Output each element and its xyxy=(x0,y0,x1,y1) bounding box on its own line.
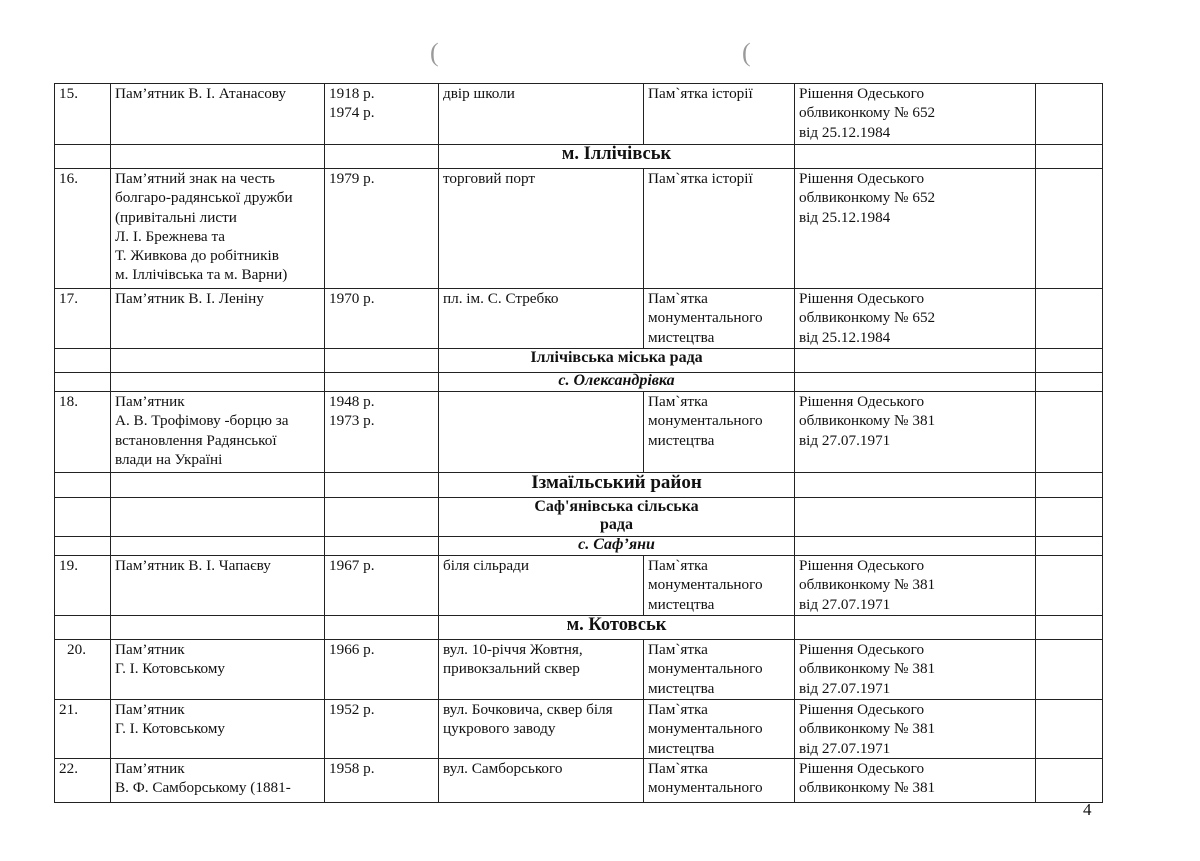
monument-type: Пам`ятка монументального мистецтва xyxy=(644,392,795,473)
section-header-row xyxy=(55,537,1103,556)
monument-type: Пам`ятка монументального мистецтва xyxy=(644,556,795,616)
empty-cell xyxy=(325,145,439,169)
row-number: 16. xyxy=(55,169,111,289)
empty-cell xyxy=(111,498,325,537)
monument-location: торговий порт xyxy=(439,169,644,289)
monument-type: Пам`ятка історії xyxy=(644,169,795,289)
monument-year: 1958 р. xyxy=(325,758,439,802)
empty-cell xyxy=(1036,349,1103,373)
empty-cell xyxy=(55,145,111,169)
monument-name: Пам’ятний знак на честь болгаро-радянської дружби (привітальні листи Л. І. Брежнева та Т. Живкова до робітників м. Іллічівська та м. Варни) xyxy=(111,169,325,289)
monument-name: Пам’ятник Г. І. Котовському xyxy=(111,700,325,759)
monument-year: 1948 р. 1973 р. xyxy=(325,392,439,473)
empty-cell xyxy=(325,349,439,373)
monument-decision: Рішення Одеського облвиконкому № 381 від 27.07.1971 xyxy=(795,640,1036,700)
empty-cell xyxy=(55,498,111,537)
monument-decision: Рішення Одеського облвиконкому № 381 від 27.07.1971 xyxy=(795,392,1036,473)
empty-cell xyxy=(795,349,1036,373)
monument-name: Пам’ятник В. І. Леніну xyxy=(111,289,325,349)
monument-year: 1966 р. xyxy=(325,640,439,700)
row-number: 18. xyxy=(55,392,111,473)
empty-cell xyxy=(111,145,325,169)
table-row xyxy=(55,556,1103,616)
table-row xyxy=(55,640,1103,700)
monument-extra xyxy=(1036,758,1103,802)
empty-cell xyxy=(1036,616,1103,640)
empty-cell xyxy=(325,473,439,498)
row-number: 22. xyxy=(55,758,111,802)
empty-cell xyxy=(325,616,439,640)
section-header-row xyxy=(55,498,1103,537)
monument-type: Пам`ятка монументального мистецтва xyxy=(644,289,795,349)
monument-location: біля сільради xyxy=(439,556,644,616)
empty-cell xyxy=(1036,537,1103,556)
monument-decision: Рішення Одеського облвиконкому № 381 від 27.07.1971 xyxy=(795,556,1036,616)
monument-extra xyxy=(1036,640,1103,700)
empty-cell xyxy=(795,473,1036,498)
monument-name: Пам’ятник А. В. Трофімову -борцю за встановлення Радянської влади на Україні xyxy=(111,392,325,473)
section-village-oleksandrivka: с. Олександрівка xyxy=(439,373,795,392)
monument-extra xyxy=(1036,169,1103,289)
monument-decision: Рішення Одеського облвиконкому № 652 від 25.12.1984 xyxy=(795,169,1036,289)
row-number: 21. xyxy=(55,700,111,759)
monument-decision: Рішення Одеського облвиконкому № 381 xyxy=(795,758,1036,802)
monument-extra xyxy=(1036,84,1103,145)
monument-name: Пам’ятник В. Ф. Самборському (1881- xyxy=(111,758,325,802)
section-city-kotovsk: м. Котовськ xyxy=(439,616,795,640)
monument-name: Пам’ятник В. І. Чапаєву xyxy=(111,556,325,616)
empty-cell xyxy=(1036,473,1103,498)
empty-cell xyxy=(795,145,1036,169)
monument-location xyxy=(439,392,644,473)
monument-location: двір школи xyxy=(439,84,644,145)
empty-cell xyxy=(1036,145,1103,169)
monument-location: вул. 10-річчя Жовтня, привокзальний сквер xyxy=(439,640,644,700)
monument-name: Пам’ятник В. І. Атанасову xyxy=(111,84,325,145)
section-header-row xyxy=(55,145,1103,169)
section-header-row xyxy=(55,373,1103,392)
monument-type: Пам`ятка монументального xyxy=(644,758,795,802)
empty-cell xyxy=(111,473,325,498)
table-row xyxy=(55,169,1103,289)
section-council-safyany: Саф'янівська сільська рада xyxy=(439,498,795,537)
empty-cell xyxy=(795,373,1036,392)
table-row xyxy=(55,392,1103,473)
section-council-illichivsk: Іллічівська міська рада xyxy=(439,349,795,373)
section-city-illichivsk: м. Іллічівськ xyxy=(439,145,795,169)
monument-extra xyxy=(1036,700,1103,759)
margin-mark-right: ( xyxy=(742,38,751,67)
monument-year: 1970 р. xyxy=(325,289,439,349)
empty-cell xyxy=(55,373,111,392)
monuments-table xyxy=(54,83,1103,803)
empty-cell xyxy=(111,349,325,373)
table-row xyxy=(55,289,1103,349)
empty-cell xyxy=(1036,373,1103,392)
empty-cell xyxy=(111,537,325,556)
monument-extra xyxy=(1036,289,1103,349)
section-header-row xyxy=(55,349,1103,373)
monument-type: Пам`ятка монументального мистецтва xyxy=(644,700,795,759)
monument-year: 1952 р. xyxy=(325,700,439,759)
table-row xyxy=(55,758,1103,802)
monument-year: 1979 р. xyxy=(325,169,439,289)
monument-year: 1918 р. 1974 р. xyxy=(325,84,439,145)
section-village-safyany: с. Саф’яни xyxy=(439,537,795,556)
empty-cell xyxy=(55,473,111,498)
empty-cell xyxy=(795,498,1036,537)
monument-decision: Рішення Одеського облвиконкому № 652 від 25.12.1984 xyxy=(795,84,1036,145)
monument-extra xyxy=(1036,556,1103,616)
empty-cell xyxy=(111,373,325,392)
empty-cell xyxy=(1036,498,1103,537)
monument-decision: Рішення Одеського облвиконкому № 381 від 27.07.1971 xyxy=(795,700,1036,759)
row-number: 17. xyxy=(55,289,111,349)
empty-cell xyxy=(325,373,439,392)
monument-type: Пам`ятка монументального мистецтва xyxy=(644,640,795,700)
page-number: 4 xyxy=(1083,800,1092,819)
row-number: 15. xyxy=(55,84,111,145)
empty-cell xyxy=(795,616,1036,640)
monument-location: пл. ім. С. Стребко xyxy=(439,289,644,349)
empty-cell xyxy=(55,349,111,373)
section-district-izmail: Ізмаїльський район xyxy=(439,473,795,498)
section-header-row xyxy=(55,473,1103,498)
section-header-row xyxy=(55,616,1103,640)
table-row xyxy=(55,700,1103,759)
empty-cell xyxy=(325,498,439,537)
monument-type: Пам`ятка історії xyxy=(644,84,795,145)
monument-name: Пам’ятник Г. І. Котовському xyxy=(111,640,325,700)
empty-cell xyxy=(55,616,111,640)
monument-location: вул. Бочковича, сквер біля цукрового заводу xyxy=(439,700,644,759)
monument-decision: Рішення Одеського облвиконкому № 652 від 25.12.1984 xyxy=(795,289,1036,349)
monument-year: 1967 р. xyxy=(325,556,439,616)
empty-cell xyxy=(111,616,325,640)
margin-mark-left: ( xyxy=(430,38,439,67)
empty-cell xyxy=(325,537,439,556)
row-number: 20. xyxy=(55,640,111,700)
empty-cell xyxy=(795,537,1036,556)
empty-cell xyxy=(55,537,111,556)
row-number: 19. xyxy=(55,556,111,616)
monument-location: вул. Самборського xyxy=(439,758,644,802)
monument-extra xyxy=(1036,392,1103,473)
table-row xyxy=(55,84,1103,145)
